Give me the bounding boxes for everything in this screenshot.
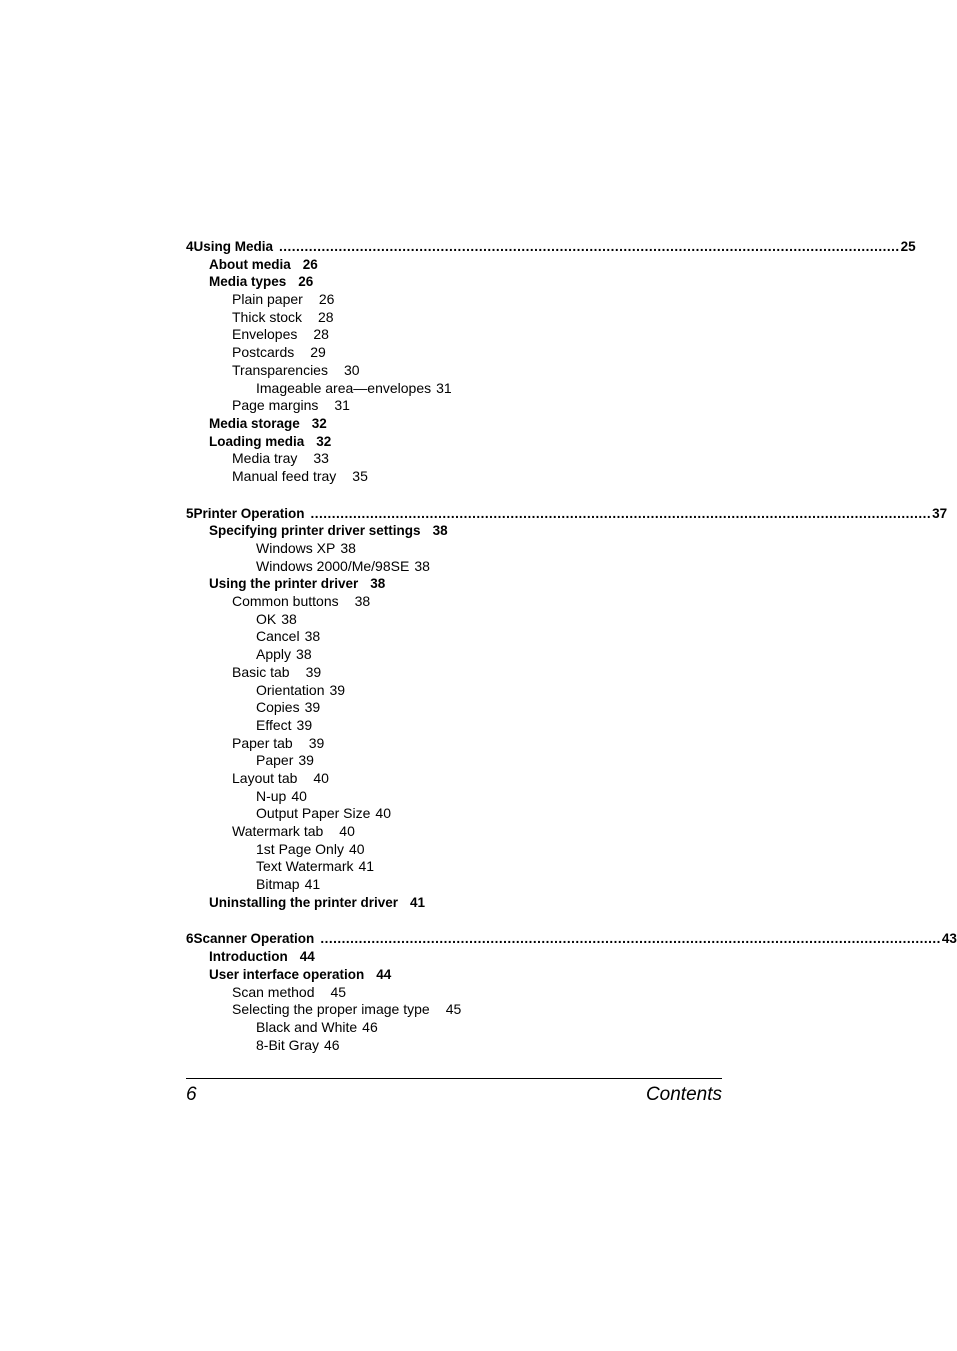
toc-entry[interactable]	[186, 1019, 722, 1037]
toc-entry[interactable]	[186, 717, 722, 735]
toc-entry-page: 40	[375, 805, 391, 822]
toc-entry[interactable]	[186, 468, 722, 486]
toc-entry-page: 44	[299, 949, 315, 965]
toc-entry-page: 33	[313, 450, 329, 467]
toc-entry-title: Specifying printer driver settings	[209, 523, 421, 539]
toc-leader-dots: ..................................................................................................................................................	[310, 505, 932, 521]
toc-entry-page: 46	[324, 1036, 340, 1053]
toc-entry-title: Copies	[256, 699, 300, 716]
toc-entry-title: About media	[209, 256, 291, 272]
toc-chapter-heading[interactable]	[186, 930, 957, 948]
toc-entry-title: Apply	[256, 646, 292, 663]
toc-entry[interactable]	[186, 966, 722, 984]
toc-chapter-number: 4	[186, 239, 194, 254]
toc-chapter-page: 25	[900, 239, 916, 254]
toc-entry-title: Postcards	[232, 344, 295, 361]
toc-chapter	[186, 930, 957, 1054]
toc-entry-title: Common buttons	[232, 593, 339, 610]
toc-entry[interactable]	[186, 256, 722, 274]
toc-entry[interactable]	[186, 823, 722, 841]
toc-entry-page: 38	[281, 610, 297, 627]
toc-entry-page: 39	[329, 681, 346, 698]
toc-entry-title: 8-Bit Gray	[256, 1036, 320, 1053]
toc-entry-title: Media types	[209, 274, 287, 290]
toc-entry[interactable]	[186, 540, 722, 558]
toc-entry[interactable]	[186, 522, 722, 540]
toc-entry-page: 41	[304, 876, 321, 893]
toc-entry-page: 26	[302, 256, 318, 272]
toc-entry-title: Uninstalling the printer driver	[209, 894, 399, 910]
toc-entry[interactable]	[186, 575, 722, 593]
toc-entry-title: Envelopes	[232, 326, 298, 343]
toc-chapter	[186, 505, 948, 912]
toc-entry[interactable]	[186, 362, 722, 380]
toc-entry-page: 41	[410, 894, 426, 910]
toc-entry[interactable]	[186, 1037, 722, 1055]
toc-entry[interactable]	[186, 646, 722, 664]
toc-entry-title: Manual feed tray	[232, 467, 337, 484]
toc-entry-page: 40	[339, 823, 355, 839]
toc-entry-title: Thick stock	[232, 308, 303, 325]
toc-entry-title: Scan method	[232, 983, 315, 1000]
toc-entry-page: 26	[298, 274, 314, 290]
toc-entry[interactable]	[186, 1001, 722, 1019]
toc-entry[interactable]	[186, 948, 722, 966]
toc-entry[interactable]	[186, 397, 722, 415]
toc-entry[interactable]	[186, 664, 722, 682]
toc-entry-title: Watermark tab	[232, 823, 324, 839]
toc-entry[interactable]	[186, 876, 722, 894]
toc-entry-title: 1st Page Only	[256, 840, 344, 857]
toc-chapter-number: 5	[186, 505, 194, 521]
toc-chapter-title: Printer Operation	[193, 505, 305, 521]
footer-section-title: Contents	[645, 1084, 722, 1105]
toc-chapter-page: 37	[932, 505, 948, 521]
toc-entry[interactable]	[186, 433, 722, 451]
toc-entry-page: 39	[296, 716, 313, 733]
toc-entry-page: 32	[316, 433, 332, 449]
toc-entry[interactable]	[186, 291, 722, 309]
toc-entry-page: 46	[362, 1018, 378, 1035]
toc-entry[interactable]	[186, 273, 722, 291]
toc-entry-page: 31	[436, 379, 452, 396]
toc-chapter-number: 6	[186, 931, 194, 947]
toc-entry[interactable]	[186, 752, 722, 770]
toc-chapter	[186, 238, 916, 486]
toc-entry-title: Introduction	[209, 949, 288, 965]
toc-entry-title: Orientation	[256, 681, 325, 698]
toc-entry-title: Paper tab	[232, 734, 293, 751]
toc-entry[interactable]	[186, 984, 722, 1002]
toc-entry[interactable]	[186, 770, 722, 788]
toc-entry-page: 39	[298, 752, 314, 769]
toc-entry-page: 38	[354, 593, 371, 610]
toc-entry-page: 29	[310, 344, 326, 361]
toc-entry-title: Paper	[256, 752, 294, 769]
toc-entry-page: 45	[445, 1001, 462, 1018]
toc-entry-title: Effect	[256, 716, 292, 733]
toc-entry-title: Using the printer driver	[209, 576, 359, 592]
toc-entry-page: 32	[311, 415, 327, 431]
footer-page-number: 6	[186, 1084, 197, 1105]
toc-entry-title: Black and White	[256, 1018, 358, 1035]
toc-chapter-heading[interactable]	[186, 505, 948, 523]
toc-entry-title: Loading media	[209, 433, 305, 449]
toc-entry-page: 44	[376, 966, 392, 982]
toc-entry-title: Plain paper	[232, 291, 303, 308]
toc-entry-page: 40	[348, 840, 365, 857]
toc-entry-title: Media tray	[232, 450, 298, 467]
toc-entry-title: Text Watermark	[256, 858, 354, 875]
toc-chapter-heading[interactable]	[186, 238, 916, 256]
toc-entry-title: User interface operation	[209, 966, 365, 982]
toc-entry-title: Layout tab	[232, 769, 298, 786]
toc-entry[interactable]	[186, 858, 722, 876]
toc-entry-page: 39	[305, 663, 322, 680]
toc-entry[interactable]	[186, 326, 722, 344]
toc-entry-page: 30	[343, 361, 360, 378]
toc-entry-title: Transparencies	[232, 361, 328, 378]
page-footer	[186, 1078, 722, 1107]
toc-leader-dots: ..................................................................................................................................................	[320, 931, 941, 947]
toc-entry-page: 40	[313, 769, 329, 786]
toc-entry[interactable]	[186, 450, 722, 468]
toc-entry[interactable]	[186, 344, 722, 362]
toc-entry[interactable]	[186, 735, 722, 753]
toc-entry-page: 41	[358, 858, 375, 875]
toc-entry-page: 28	[313, 326, 329, 343]
toc-entry[interactable]	[186, 380, 722, 398]
toc-entry[interactable]	[186, 805, 722, 823]
toc-entry-page: 28	[318, 308, 334, 325]
toc-entry-title: Page margins	[232, 397, 319, 414]
toc-entry-title: Output Paper Size	[256, 805, 371, 822]
toc-entry[interactable]	[186, 628, 722, 646]
toc-entry-page: 39	[308, 734, 325, 751]
toc-entry-page: 31	[334, 397, 350, 414]
toc-entry-title: Selecting the proper image type	[232, 1001, 430, 1018]
toc-entry-page: 38	[304, 628, 321, 645]
toc-chapter-page: 43	[941, 931, 957, 947]
toc-entry[interactable]	[186, 682, 722, 700]
toc-entry-page: 38	[414, 557, 430, 574]
toc-entry-title: Bitmap	[256, 876, 300, 893]
toc-entry-page: 35	[352, 467, 368, 484]
toc-chapter-title: Using Media	[193, 239, 274, 254]
toc-entry-title: Basic tab	[232, 663, 290, 680]
toc-entry-title: Windows XP	[256, 540, 336, 556]
toc-entry-page: 45	[330, 983, 347, 1000]
toc-entry-page: 26	[318, 291, 335, 308]
toc-entry[interactable]	[186, 699, 722, 717]
toc-entry-title: OK	[256, 610, 277, 627]
toc-entry[interactable]	[186, 611, 722, 629]
toc-chapter-title: Scanner Operation	[193, 931, 315, 947]
toc-entry-title: Media storage	[209, 415, 300, 431]
toc-entry-page: 38	[370, 576, 386, 592]
toc-entry-page: 38	[296, 646, 312, 663]
toc-entry-title: Imageable area—envelopes	[256, 379, 432, 396]
toc-leader-dots: ..................................................................................................................................................	[279, 239, 900, 254]
table-of-contents	[186, 238, 957, 1073]
toc-entry-page: 40	[291, 787, 307, 804]
toc-entry[interactable]	[186, 415, 722, 433]
toc-entry[interactable]	[186, 309, 722, 327]
toc-entry[interactable]	[186, 841, 722, 859]
toc-entry-page: 38	[432, 523, 448, 539]
toc-entry[interactable]	[186, 788, 722, 806]
toc-entry-title: N-up	[256, 787, 287, 804]
toc-entry-page: 38	[340, 540, 356, 556]
toc-entry[interactable]	[186, 558, 722, 576]
toc-entry[interactable]	[186, 593, 722, 611]
toc-entry-page: 39	[304, 699, 321, 716]
toc-entry-title: Windows 2000/Me/98SE	[256, 557, 410, 574]
toc-entry[interactable]	[186, 894, 722, 912]
toc-entry-title: Cancel	[256, 628, 300, 645]
